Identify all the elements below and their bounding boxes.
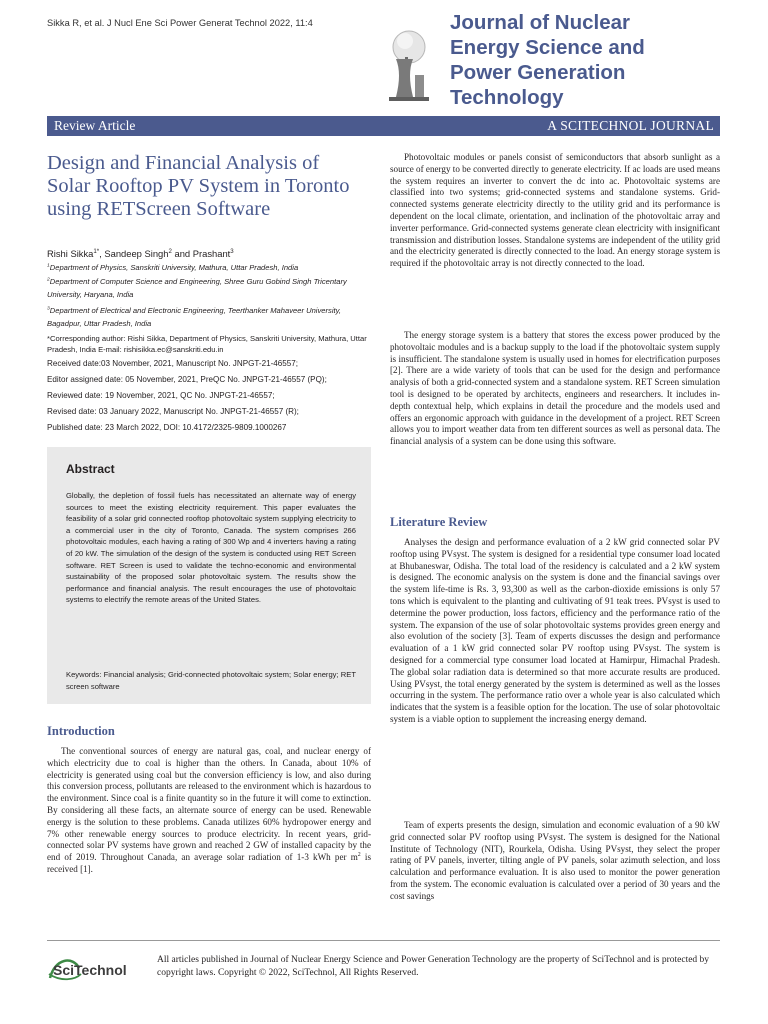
literature-review-heading: Literature Review: [390, 515, 488, 529]
publisher-label: A SCITECHNOL JOURNAL: [547, 118, 714, 133]
author-name: Sandeep Singh: [104, 248, 169, 259]
journal-title-line: Power Generation: [450, 61, 626, 84]
article-dates: [47, 356, 377, 436]
citation-header: Sikka R, et al. J Nucl Ene Sci Power Generat Technol 2022, 11:4: [47, 18, 313, 28]
introduction-text: The conventional sources of energy are natural gas, coal, and nuclear energy of which electricity due to coal is higher than the others. In Canada, about 10% of electricity is generated using coal but the conversion efficiency is low, and also during this conversion process, pollutants are released to the environment which is hazardous to the environment. Since coal is a finite quantity so in the future it will come to extinction. By considering all these facts, an alternate source of energy can be used. Renewable energy is the solution to these problems. Canada utilizes 60% hydropower energy and 7% other renewable energy sources to produce electricity. In recent years, grid-connected solar PV systems have grown and reached 2 GW of installed capacity by the end of 2019. Throughout Canada, an average solar radiation of 1-3 kWh per m: [47, 746, 371, 863]
affiliation-text: Department of Physics, Sanskriti University, Mathura, Uttar Pradesh, India: [49, 263, 299, 272]
article-type-label: Review Article: [54, 118, 136, 133]
date-line: Revised date: 03 January 2022, Manuscript No. JNPGT-21-46557 (R);: [47, 407, 299, 416]
introduction-paragraph: [47, 746, 371, 876]
affiliation: [47, 262, 377, 275]
footer-copyright: All articles published in Journal of Nuclear Energy Science and Power Generation Technology are the property of SciTechnol and is protected by copyright laws. Copyright © 2022, SciTechnol, All Rights Reserved.: [157, 955, 710, 978]
scitechnol-logo-icon: [47, 954, 147, 984]
body-paragraph: Photovoltaic modules or panels consist of semiconductors that absorb sunlight as a source of energy to be converted directly to generate electricity. If ac loads are used means the system requires an inverter to convert the dc into ac. Photovoltaic systems are classified into two systems; grid-connected systems and standalone systems. Grid-connected systems generate electricity directly to the utility grid and its performance is dependent on the local climate, orientation, and inclination of the photovoltaic array and inverter performance. Grid-connected systems generate clean electricity with insignificant transmission and distribution losses. Standalone systems are independent of the utility grid and the electricity generated is directly connected to the load. An energy storage system is required if the photovoltaic array is not directly connected to the load.: [390, 152, 720, 269]
author-name: Prashant: [192, 248, 231, 259]
article-type-banner: [47, 116, 720, 136]
body-paragraph: Analyses the design and performance evaluation of a 2 kW grid connected solar PV rooftop using PVsyst. The system is designed for a residential type consumer load located at Bhubaneswar, Odisha. The total load of the residency is calculated and a 2 kW system is designed. The economic analysis on the system is done and the financial savings over the system life-time is Rs. 3, 93,300 as well as the carbon-dioxide emissions is only 57 tons which is equivalent to the planting and cultivating of 91 teak trees. PVsyst is used to determine the power production, loss factors, efficiency and the performance ratio of the system. The expansion of the use of solar photovoltaic systems provides green energy and also evolution of the society [3]. Team of experts discusses the design and performance evaluation of a 1 kW grid connected solar PV rooftop using PVsyst. The system is designed for a commercial type consumer load located at Hamirpur, Himachal Pradesh. The global solar radiation data is determined so that more accurate results are produced. Using PVsyst, the total energy generated by the system is determined as well as the losses occurring in the system. The performance ratio over a whole year is also calculated which indicates that the system is a feasible option for the location. The use of solar photovoltaic system is a viable option to supplement the increasing energy demand.: [390, 537, 720, 724]
introduction-text-end: is received [1].: [47, 852, 371, 874]
introduction-sup: 2: [357, 852, 361, 859]
abstract-box: [47, 447, 371, 704]
author-sup: 3: [230, 247, 234, 255]
journal-title: [450, 10, 750, 110]
nuclear-plant-logo-icon: [383, 11, 435, 111]
date-line: Reviewed date: 19 November, 2021, QC No. JNPGT-21-46557;: [47, 391, 275, 400]
journal-title-line: Journal of Nuclear: [450, 11, 630, 34]
affiliation: [47, 305, 377, 330]
date-line: Received date:03 November, 2021, Manuscript No. JNPGT-21-46557;: [47, 359, 299, 368]
affiliation-number: 2: [47, 277, 50, 283]
abstract-heading: Abstract: [66, 462, 115, 476]
body-paragraph: The energy storage system is a battery that stores the excess power produced by the photovoltaic modules and is a backup supply to the load if the photovoltaic system supply is insufficient. The standalone system is usually used in homes for electrification purposes [2]. There are a wide variety of tools that can be used for the design and performance analysis of both a grid-connected system and a standalone system. RET Screen simulation tool is designed to be operated by architects, engineers and researchers. It includes in-depth contextual help, which explains in detail the procedure and the models used and offers an ergonomic approach with guidance in the development of a project. RET Screen allows you to import weather data from ten different sources as well as personal data. The financial analysis of a system can be done using this software.: [390, 330, 720, 447]
body-paragraph: Team of experts presents the design, simulation and economic evaluation of a 90 kW grid connected solar PV rooftop using PVsyst. The system is designed for the National Institute of Technology (NIT), Rourkela, Odisha. Using PVsyst, they select the proper rating of PV panels, inverter, tilting angle of PV panels, solar azimuth selection, and loss calculation and performance evaluation. It is also used to monitor the power generation from the system. The economic evaluation is calculated over a period of 30 years and the cost savings: [390, 820, 720, 901]
keywords: Keywords: Financial analysis; Grid-connected photovoltaic system; Solar energy; RET screen software: [66, 670, 356, 691]
journal-title-line: Energy Science and: [450, 36, 645, 59]
author-list: Rishi Sikka$^{1*}$, Sandeep Singh$^2$ and Prashant$^3$: [47, 247, 234, 259]
date-line: Published date: 23 March 2022, DOI: 10.4172/2325-9809.1000267: [47, 423, 287, 432]
author-sup: 2: [168, 247, 172, 255]
affiliation-text: Department of Electrical and Electronic Engineering, Teerthanker Mahaveer University, Bagadpur, Uttar Pradesh, India: [47, 306, 341, 328]
author-sup: 1*: [93, 247, 100, 255]
corresponding-author: *Corresponding author: Rishi Sikka, Department of Physics, Sanskriti University, Mathura, Uttar Pradesh, India E-mail: rishisikka.ec@sanskriti.edu.in: [47, 334, 367, 354]
affiliation-text: Department of Computer Science and Engineering, Shree Guru Gobind Singh Tricentary University, Haryana, India: [47, 277, 347, 299]
affiliation-number: 1: [47, 263, 50, 269]
date-line: Editor assigned date: 05 November, 2021, PreQC No. JNPGT-21-46557 (PQ);: [47, 375, 327, 384]
journal-title-line: Technology: [450, 86, 564, 109]
abstract-text: Globally, the depletion of fossil fuels has necessitated an alternate way of energy sources to meet the existing electricity requirement. This paper evaluates the feasibility of a solar grid connected rooftop photovoltaic system supplying electricity to a commercial user in the city of Toronto, Canada. The system comprises 266 photovoltaic modules, each having a rating of 300 Wp and 4 inverters having a rating of 20 kW. The simulation of the design of the system is conducted using RET Screen software. RET Screen is used to validate the techno-economic and environmental sustainability of the proposed solar photovoltaic system. The results show the performance and financial analysis. The result encourages the use of photovoltaic systems to electrify the remote areas of the United States.: [66, 491, 356, 605]
affiliation: [47, 276, 377, 301]
author-name: Rishi Sikka: [47, 248, 94, 259]
footer-divider: [47, 940, 720, 941]
footer-brand: SciTechnol: [53, 962, 127, 978]
introduction-heading: Introduction: [47, 724, 115, 738]
article-title: Design and Financial Analysis of Solar Rooftop PV System in Toronto using RETScreen Software: [47, 152, 350, 220]
affiliation-number: 3: [47, 306, 50, 312]
